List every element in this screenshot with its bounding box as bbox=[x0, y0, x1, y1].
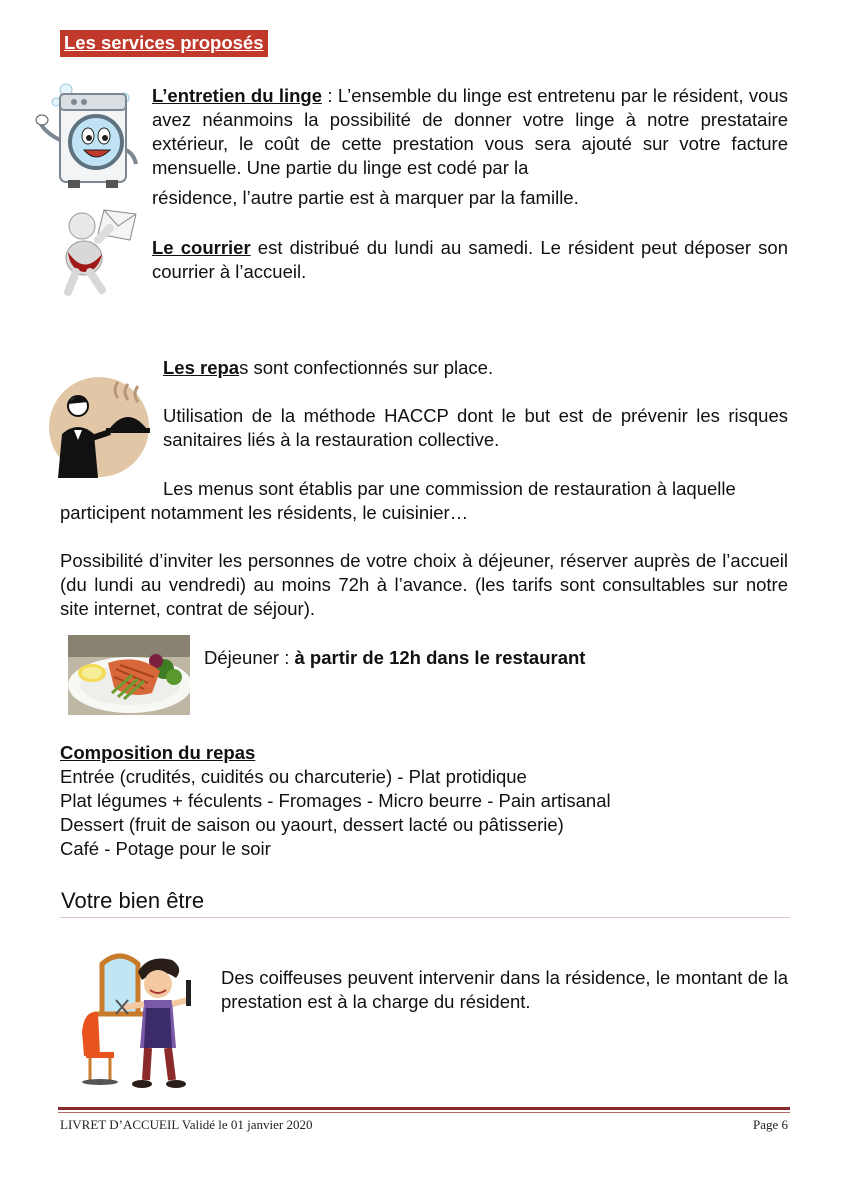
bien-etre-paragraph: Des coiffeuses peuvent intervenir dans la résidence, le montant de la prestation est à la charge du résident. bbox=[221, 967, 788, 1012]
courrier-paragraph bbox=[152, 236, 788, 284]
linge-text-last: résidence, l’autre partie est à marquer par la famille. bbox=[152, 187, 579, 208]
dejeuner-line bbox=[204, 646, 585, 670]
repas-title: Les repa bbox=[163, 357, 240, 378]
invite-paragraph: Possibilité d’inviter les personnes de votre choix à déjeuner, réserver auprès de l’accueil (du lundi au vendredi) au moins 72h à l’avance. (les tarifs sont consultables sur notre site internet, contrat de séjour). bbox=[60, 550, 788, 619]
courrier-title: Le courrier bbox=[152, 237, 251, 258]
linge-title: L’entretien du linge bbox=[152, 85, 323, 106]
dejeuner-value: à partir de 12h dans le restaurant bbox=[294, 647, 586, 668]
footer-rule-thin bbox=[58, 1112, 790, 1113]
footer-title: LIVRET D’ACCUEIL Validé le 01 janvier 2020 bbox=[60, 1117, 313, 1132]
dejeuner-label: Déjeuner : bbox=[204, 647, 295, 668]
mail-carrier-icon bbox=[58, 206, 140, 300]
menus-line2: participent notamment les résidents, le cuisinier… bbox=[60, 502, 469, 523]
repas-line bbox=[163, 356, 493, 380]
washing-machine-icon bbox=[34, 80, 138, 190]
composition-line: Dessert (fruit de saison ou yaourt, dessert lacté ou pâtisserie) bbox=[60, 814, 564, 835]
salmon-dish-photo bbox=[68, 635, 190, 715]
haccp-paragraph: Utilisation de la méthode HACCP dont le but est de prévenir les risques sanitaires liés à la restauration collective. bbox=[163, 405, 788, 450]
section-title: Les services proposés bbox=[60, 30, 268, 57]
hairdresser-icon bbox=[76, 948, 198, 1092]
page-number: Page 6 bbox=[752, 1117, 788, 1132]
courrier-text: est distribué du lundi au samedi. Le résident peut déposer son courrier à l’accueil. bbox=[152, 237, 788, 282]
footer-rule bbox=[58, 1107, 790, 1110]
linge-sep: : bbox=[322, 85, 338, 106]
bien-etre-heading: Votre bien être bbox=[61, 888, 205, 913]
heading-rule bbox=[60, 917, 790, 918]
menus-line1: Les menus sont établis par une commission de restauration à laquelle bbox=[163, 478, 736, 499]
repas-title-rest: s sont confectionnés sur place. bbox=[239, 357, 494, 378]
waiter-icon bbox=[48, 376, 150, 478]
composition-line: Plat légumes + féculents - Fromages - Micro beurre - Pain artisanal bbox=[60, 790, 611, 811]
composition-title: Composition du repas bbox=[60, 742, 256, 763]
linge-text: L’ensemble du linge est entretenu par le résident, vous avez néanmoins la possibilité de donner votre linge à notre prestataire extérieur, le coût de cette prestation vous sera ajouté sur votre facture mensuelle. Une partie du linge est codé par la bbox=[152, 85, 788, 178]
composition-line: Entrée (crudités, cuidités ou charcuterie) - Plat protidique bbox=[60, 766, 527, 787]
linge-paragraph bbox=[152, 84, 788, 180]
composition-line: Café - Potage pour le soir bbox=[60, 838, 271, 859]
